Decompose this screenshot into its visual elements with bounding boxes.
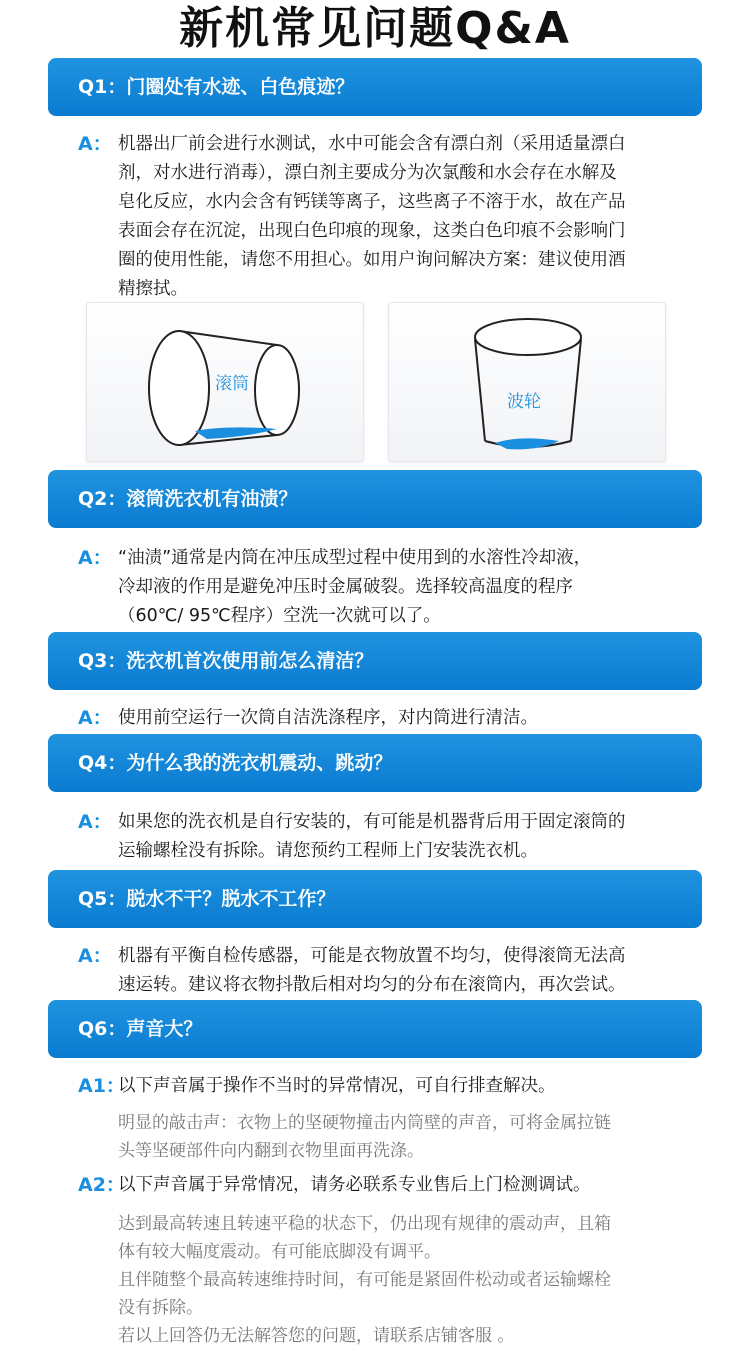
answer-line: 机器出厂前会进行水测试，水中可能会含有漂白剂（采用适量漂白 xyxy=(118,134,626,154)
answer-label: A： xyxy=(78,945,112,967)
answer-line: 使用前空运行一次筒自洁洗涤程序，对内筒进行清洁。 xyxy=(118,708,538,728)
drum-diagram-card xyxy=(86,302,364,462)
question-bar-q2: Q2：滚筒洗衣机有油渍？ xyxy=(48,470,702,528)
drum-label: 滚筒 xyxy=(215,374,249,394)
page-title: 新机常见问题Q&A xyxy=(179,3,571,54)
answer-label-a2: A2： xyxy=(78,1174,125,1196)
question-bar-q3: Q3：洗衣机首次使用前怎么清洁？ xyxy=(48,632,702,690)
answer-q2 xyxy=(78,544,698,631)
answer-a1 xyxy=(78,1072,698,1101)
answer-label-a1: A1： xyxy=(78,1075,125,1097)
answer-label: A： xyxy=(78,707,112,729)
answer-line: 速运转。建议将衣物抖散后相对均匀的分布在滚筒内，再次尝试。 xyxy=(118,975,626,995)
detail-line: 达到最高转速且转速平稳的状态下，仍出现有规律的震动声，且箱 xyxy=(118,1214,611,1234)
answer-line: 运输螺栓没有拆除。请您预约工程师上门安装洗衣机。 xyxy=(118,841,538,861)
answer-q1 xyxy=(78,130,698,304)
answer-q6 xyxy=(78,1072,698,1350)
answer-line: 圈的使用性能，请您不用担心。如用户询问解决方案：建议使用酒 xyxy=(118,250,626,270)
impeller-label: 波轮 xyxy=(507,392,541,412)
answer-q4 xyxy=(78,808,698,866)
detail-line: 没有拆除。 xyxy=(118,1298,203,1318)
answer-line: 表面会存在沉淀，出现白色印痕的现象，这类白色印痕不会影响门 xyxy=(118,221,626,241)
question-bar-q5: Q5：脱水不干？脱水不工作？ xyxy=(48,870,702,928)
answer-line: 皂化反应，水内会含有钙镁等离子，这些离子不溶于水，故在产品 xyxy=(118,192,626,212)
answer-a2-text: 以下声音属于异常情况，请务必联系专业售后上门检测调试。 xyxy=(118,1175,591,1195)
answer-label: A： xyxy=(78,811,112,833)
answer-a2 xyxy=(78,1171,698,1200)
answer-a2-detail xyxy=(118,1210,698,1350)
question-bar-q6: Q6：声音大？ xyxy=(48,1000,702,1058)
answer-label: A： xyxy=(78,133,112,155)
answer-q5 xyxy=(78,942,698,1000)
detail-line: 体有较大幅度震动。有可能底脚没有调平。 xyxy=(118,1242,441,1262)
answer-line: 剂，对水进行消毒），漂白剂主要成分为次氯酸和水会存在水解及 xyxy=(118,163,617,183)
answer-line: 精擦拭。 xyxy=(118,279,188,299)
answer-line: “油渍”通常是内筒在冲压成型过程中使用到的水溶性冷却液， xyxy=(118,548,592,568)
answer-line: （60℃/ 95℃程序）空洗一次就可以了。 xyxy=(118,606,441,626)
answer-line: 冷却液的作用是避免冲压时金属破裂。选择较高温度的程序 xyxy=(118,577,573,597)
impeller-tub-icon xyxy=(389,303,667,463)
answer-a1-detail xyxy=(118,1109,698,1165)
detail-line: 明显的敲击声：衣物上的坚硬物撞击内筒壁的声音，可将金属拉链 xyxy=(118,1113,611,1133)
answer-q3 xyxy=(78,704,698,733)
answer-label: A： xyxy=(78,547,112,569)
detail-line: 若以上回答仍无法解答您的问题，请联系店铺客服 。 xyxy=(118,1326,515,1346)
detail-line: 且伴随整个最高转速维持时间，有可能是紧固件松动或者运输螺栓 xyxy=(118,1270,611,1290)
answer-line: 机器有平衡自检传感器，可能是衣物放置不均匀，使得滚筒无法高 xyxy=(118,946,626,966)
question-bar-q4: Q4：为什么我的洗衣机震动、跳动？ xyxy=(48,734,702,792)
impeller-diagram-card xyxy=(388,302,666,462)
answer-a1-text: 以下声音属于操作不当时的异常情况，可自行排查解决。 xyxy=(118,1076,556,1096)
answer-line: 如果您的洗衣机是自行安装的，有可能是机器背后用于固定滚筒的 xyxy=(118,812,626,832)
detail-line: 头等坚硬部件向内翻到衣物里面再洗涤。 xyxy=(118,1141,424,1161)
question-bar-q1: Q1：门圈处有水迹、白色痕迹？ xyxy=(48,58,702,116)
